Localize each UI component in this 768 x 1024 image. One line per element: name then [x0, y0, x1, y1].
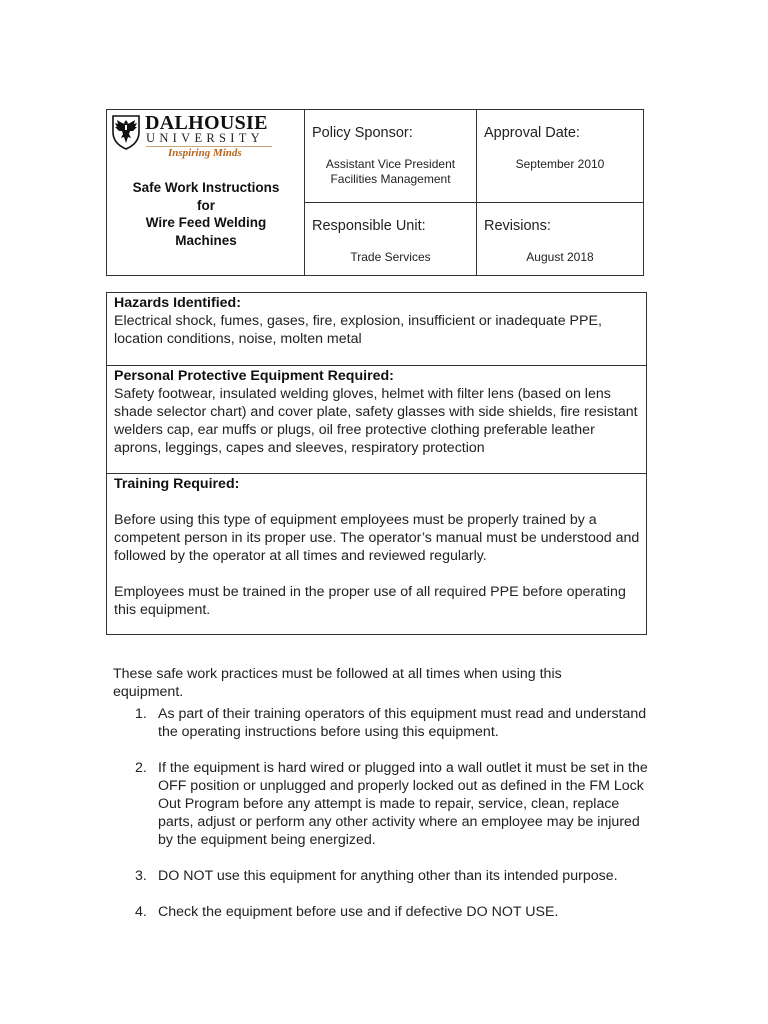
- info-table: [106, 292, 647, 635]
- approval-date-label: Approval Date:: [484, 125, 580, 141]
- ppe-body: Safety footwear, insulated welding gloves, helmet with filter lens (based on lens shade selector chart) and cover plate, safety glasses with side shields, fire resistant welders cap, ear muffs or plugs, oil free protective clothing preferable leather aprons, leggings, capes and sleeves, respiratory protection: [114, 386, 638, 456]
- header-table: [106, 109, 644, 276]
- step-text: DO NOT use this equipment for anything other than its intended purpose.: [158, 868, 618, 884]
- list-item: [113, 867, 658, 885]
- policy-sponsor-line: Facilities Management: [330, 172, 451, 186]
- ppe-section: [107, 366, 646, 474]
- revisions-label: Revisions:: [484, 218, 551, 234]
- list-item: [113, 759, 658, 849]
- policy-sponsor-cell: [305, 110, 477, 203]
- title-line: Safe Work Instructions: [132, 180, 280, 195]
- intro-paragraph: These safe work practices must be followed at all times when using this equipment.: [113, 666, 562, 701]
- title-line: Machines: [175, 233, 237, 249]
- responsible-unit-cell: [305, 203, 477, 275]
- hazards-body: Electrical shock, fumes, gases, fire, explosion, insufficient or inadequate PPE, location conditions, noise, molten metal: [114, 313, 602, 347]
- policy-sponsor-label: Policy Sponsor:: [312, 125, 413, 141]
- training-paragraph: Before using this type of equipment employees must be properly trained by a competent person in its proper use. The operator’s manual must be understood and followed by the operator at all times and reviewed regularly.: [114, 512, 640, 564]
- hazards-section: [107, 293, 646, 366]
- approval-date-value: September 2010: [515, 157, 605, 171]
- logo-name: DALHOUSIE: [145, 112, 268, 134]
- step-text: Check the equipment before use and if defective DO NOT USE.: [158, 904, 559, 920]
- spacer: [114, 565, 646, 583]
- logo-tagline: Inspiring Minds: [168, 147, 242, 159]
- step-text: If the equipment is hard wired or plugged into a wall outlet it must be set in the OFF position or unplugged and properly locked out as defined in the FM Lock Out Program before any attempt is made to repair, service, clean, replace parts, adjust or perform any other activity where an employee may be injured by the equipment being energized.: [158, 760, 648, 848]
- logo-subname: UNIVERSITY: [146, 131, 264, 145]
- document-title: [107, 179, 305, 250]
- title-line: for: [197, 197, 215, 213]
- safe-work-steps: [113, 705, 658, 939]
- step-text: As part of their training operators of this equipment must read and understand the operating instructions before using this equipment.: [158, 706, 647, 740]
- step-number: 2.: [135, 760, 147, 776]
- step-number: 4.: [135, 904, 147, 920]
- list-item: [113, 705, 658, 741]
- hazards-heading: Hazards Identified:: [114, 295, 241, 311]
- policy-sponsor-value: [305, 157, 476, 187]
- title-line: Wire Feed Welding: [145, 215, 267, 231]
- step-number: 1.: [135, 706, 147, 722]
- ppe-heading: Personal Protective Equipment Required:: [114, 368, 394, 384]
- responsible-unit-value: Trade Services: [350, 250, 431, 264]
- policy-sponsor-line: Assistant Vice President: [325, 157, 456, 171]
- training-paragraph: Employees must be trained in the proper use of all required PPE before operating this equipment.: [114, 584, 626, 618]
- university-logo: [111, 113, 271, 161]
- revisions-value: August 2018: [526, 250, 594, 264]
- approval-date-cell: [477, 110, 643, 203]
- list-item: [113, 903, 658, 921]
- step-number: 3.: [135, 868, 147, 884]
- crest-icon: [111, 114, 141, 150]
- logo-title-cell: [107, 110, 305, 275]
- training-heading: Training Required:: [114, 476, 240, 492]
- revisions-cell: [477, 203, 643, 275]
- spacer: [114, 493, 646, 511]
- training-section: [107, 474, 646, 634]
- responsible-unit-label: Responsible Unit:: [312, 218, 426, 234]
